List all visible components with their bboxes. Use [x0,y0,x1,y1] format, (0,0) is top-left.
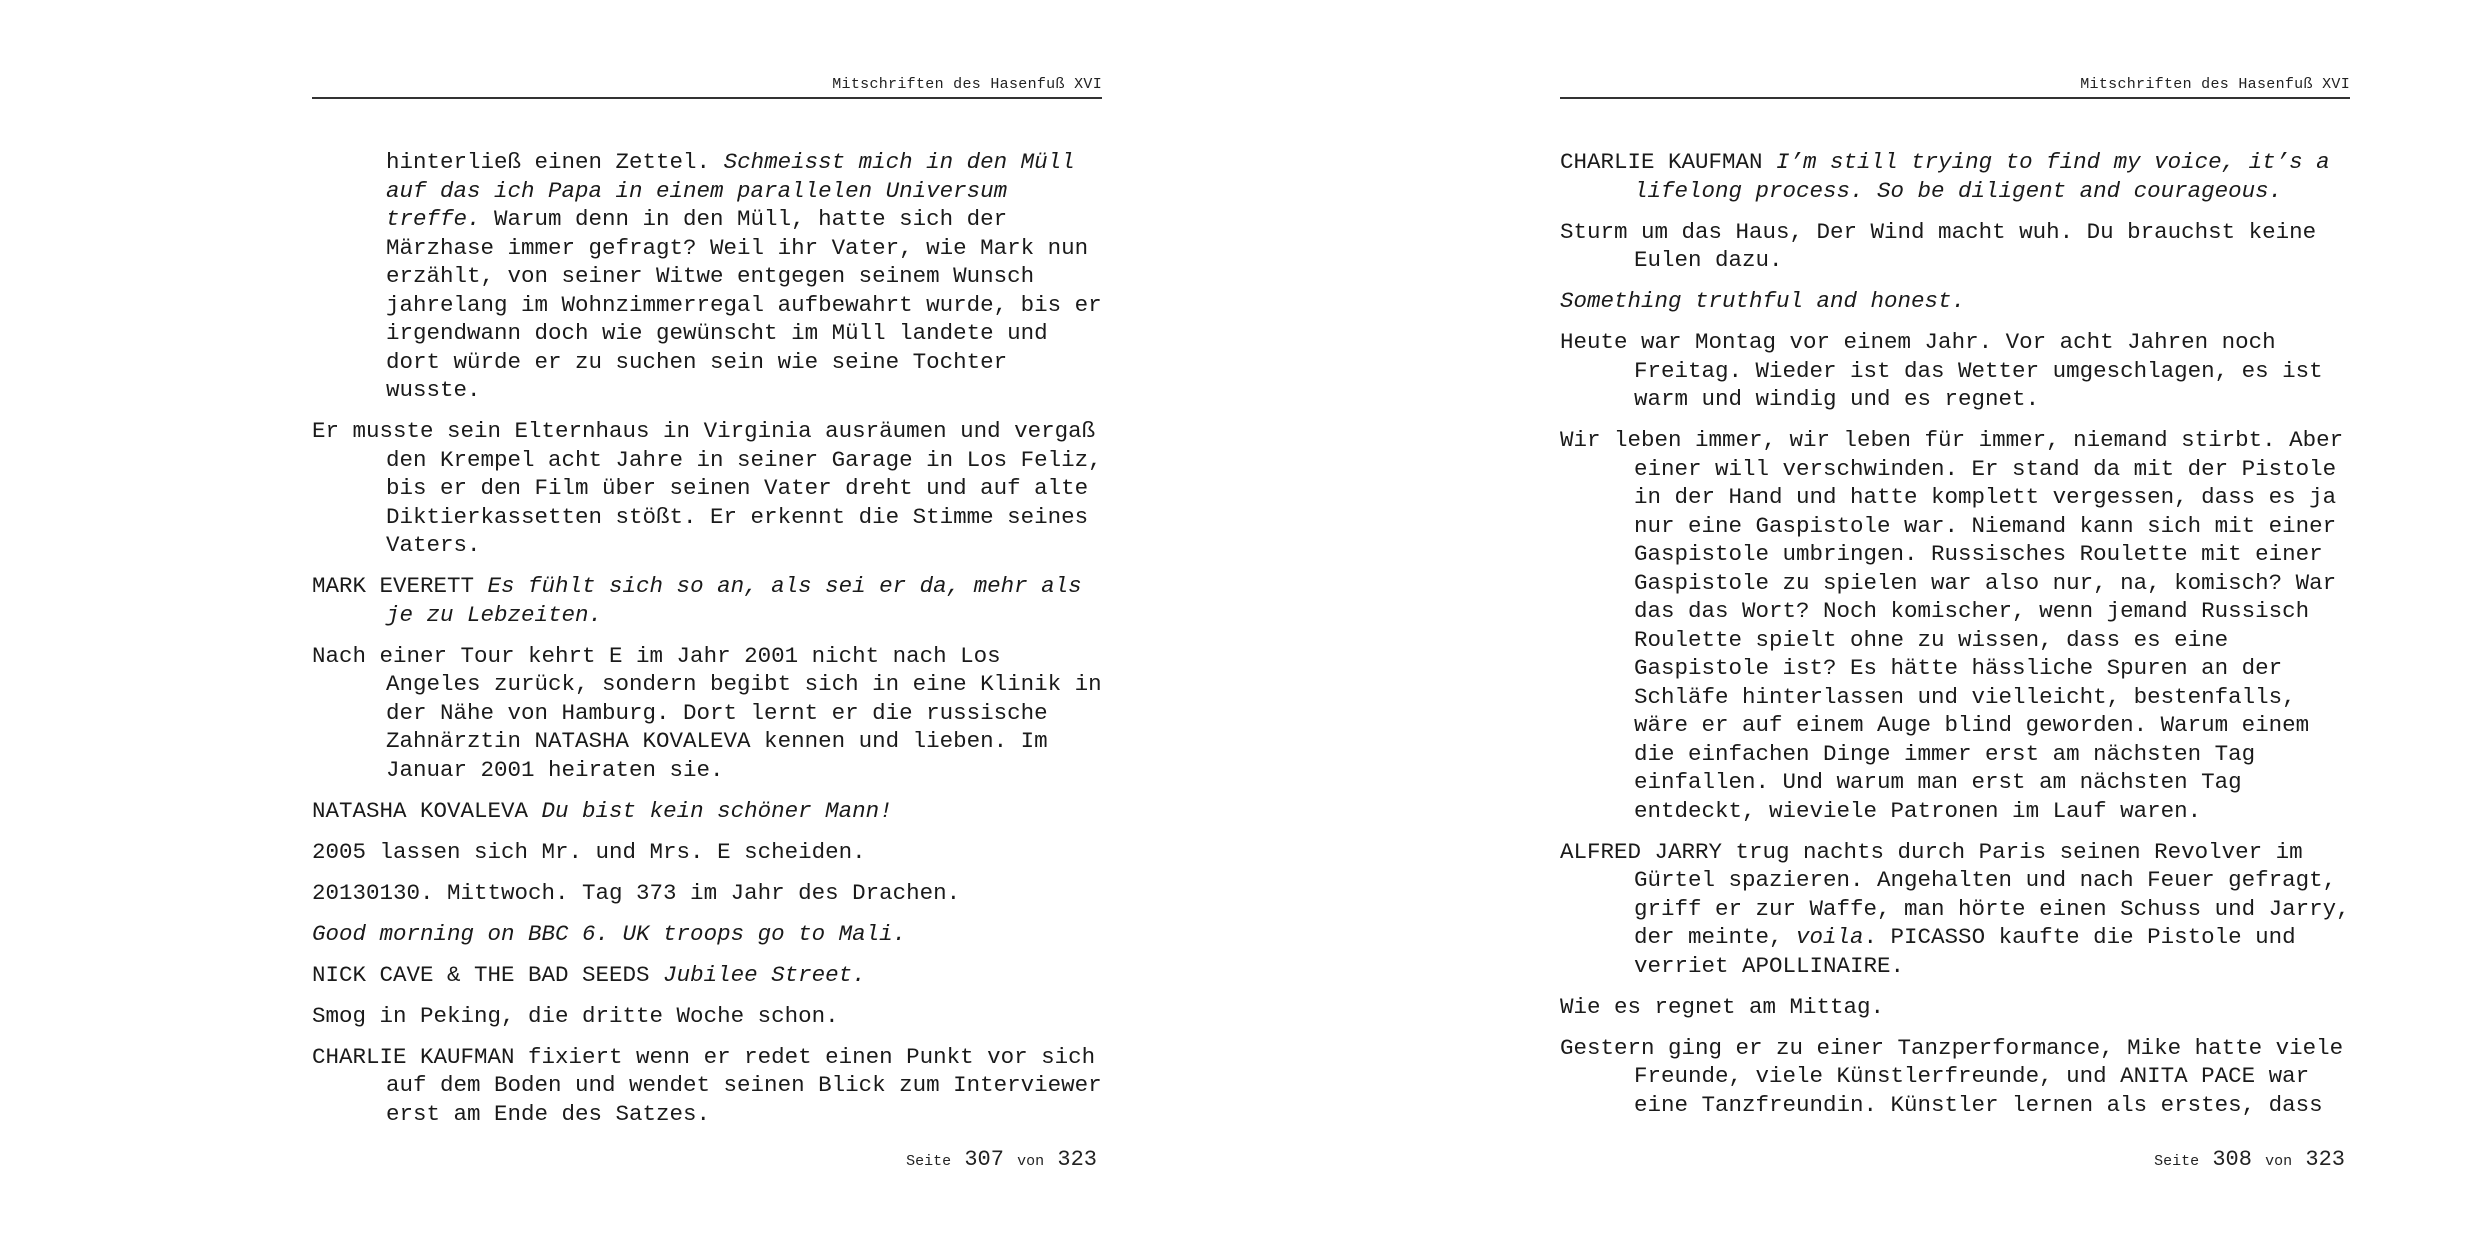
paragraph [312,642,1102,785]
page-footer [1560,1147,2345,1172]
paragraph-text-tail: . PICASSO kaufte die Pistole und verriet APOLLINAIRE. [1634,924,2296,979]
page-body [1560,148,2350,1132]
paragraph-text: 20130130. Mittwoch. Tag 373 im Jahr des Drachen. [312,879,961,906]
paragraph-text: MARK EVERETT [312,573,488,599]
paragraph-text: Wie es regnet am Mittag. [1560,993,1885,1020]
footer-total-pages: 323 [2305,1147,2345,1172]
paragraph [312,417,1102,560]
footer-von-label: von [2265,1153,2293,1170]
paragraph [312,961,1102,990]
paragraph-text: NICK CAVE & THE BAD SEEDS [312,961,664,988]
paragraph-italic: Schmeisst mich in den Müll auf das ich Papa in einem parallelen Universum treffe. [386,149,1075,232]
paragraph-text: Sturm um das Haus, Der Wind macht wuh. Du brauchst keine Eulen dazu. [1560,218,2317,273]
paragraph [1560,218,2350,275]
page-right [1560,0,2350,1240]
page-footer [312,1147,1097,1172]
paragraph-text: Nach einer Tour kehrt E im Jahr 2001 nicht nach Los Angeles zurück, sondern begibt sich in eine Klinik in der Nähe von Hamburg. Dort lernt er die russische Zahnärztin NATASHA KOVALEVA kennen und lieben. Im Januar 2001 heiraten sie. [312,642,1102,783]
footer-total-pages: 323 [1057,1147,1097,1172]
paragraph [312,879,1102,908]
paragraph-italic: I’m still trying to find my voice, it’s a lifelong process. So be diligent and courageous. [1634,149,2330,204]
paragraph-text: Gestern ging er zu einer Tanzperformance, Mike hatte viele Freunde, viele Künstlerfreunde, und ANITA PACE war eine Tanzfreundin. Künstler lernen als erstes, dass [1560,1034,2344,1118]
paragraph-italic: Something truthful and honest. [1560,288,1966,314]
header-rule [1560,97,2350,99]
paragraph-text: 2005 lassen sich Mr. und Mrs. E scheiden. [312,838,866,865]
paragraph [312,838,1102,867]
paragraph [1560,328,2350,414]
paragraph [312,797,1102,826]
paragraph-italic: Good morning on BBC 6. UK troops go to Mali. [312,920,907,947]
paragraph [1560,993,2350,1022]
page-left [312,0,1102,1240]
paragraph [1560,148,2350,205]
footer-von-label: von [1017,1153,1045,1170]
paragraph [312,920,1102,949]
header-rule [312,97,1102,99]
paragraph [1560,287,2350,316]
paragraph-text: ALFRED JARRY trug nachts durch Paris seinen Revolver im Gürtel spazieren. Angehalten und nach Feuer gefragt, griff er zur Waffe, man hörte einen Schuss und Jarry, der meinte, [1560,838,2350,950]
paragraph [312,1043,1102,1129]
paragraph-italic: Du bist kein schöner Mann! [541,797,893,824]
footer-seite-label: Seite [2154,1153,2200,1170]
footer-seite-label: Seite [906,1153,952,1170]
paragraph-text: CHARLIE KAUFMAN [1560,149,1777,175]
paragraph-text: NATASHA KOVALEVA [312,797,542,824]
paragraph-text: Smog in Peking, die dritte Woche schon. [312,1002,839,1029]
page-body [312,148,1102,1141]
running-header: Mitschriften des Hasenfuß XVI [2080,76,2350,93]
paragraph [312,1002,1102,1031]
paragraph-italic: Es fühlt sich so an, als sei er da, mehr als je zu Lebzeiten. [386,573,1082,628]
paragraph-text: CHARLIE KAUFMAN fixiert wenn er redet einen Punkt vor sich auf dem Boden und wendet seinen Blick zum Interviewer erst am Ende des Satzes. [312,1043,1102,1127]
footer-page-number: 308 [2212,1147,2252,1172]
paragraph [312,148,1102,405]
paragraph-italic: Jubilee Street. [663,961,866,988]
paragraph-text: Wir leben immer, wir leben für immer, niemand stirbt. Aber einer will verschwinden. Er stand da mit der Pistole in der Hand und hatte komplett vergessen, dass es ja nur eine Gaspistole war. Niemand kann sich mit einer Gaspistole umbringen. Russisches Roulette mit einer Gaspistole zu spielen war also nur, na, komisch? War das das Wort? Noch komischer, wenn jemand Russisch Roulette spielt ohne zu wissen, dass es eine Gaspistole ist? Es hätte hässliche Spuren an der Schläfe hinterlassen und vielleicht, bestenfalls, wäre er auf einem Auge blind geworden. Warum einem die einfachen Dinge immer erst am nächsten Tag einfallen. Und warum man erst am nächsten Tag entdeckt, wieviele Patronen im Lauf waren. [1560,427,2344,824]
paragraph [1560,838,2350,981]
paragraph-text-tail: Warum denn in den Müll, hatte sich der Märzhase immer gefragt? Weil ihr Vater, wie Mark nun erzählt, von seiner Witwe entgegen seinem Wunsch jahrelang im Wohnzimmerregal aufbewahrt wurde, bis er irgendwann doch wie gewünscht im Müll landete und dort würde er zu suchen sein wie seine Tochter wusste. [386,206,1102,403]
paragraph [1560,1034,2350,1120]
paragraph-text: Heute war Montag vor einem Jahr. Vor acht Jahren noch Freitag. Wieder ist das Wetter umgeschlagen, es ist warm und windig und es regnet. [1560,329,2323,412]
paragraph [312,572,1102,629]
running-header: Mitschriften des Hasenfuß XVI [832,76,1102,93]
paragraph-text: Er musste sein Elternhaus in Virginia ausräumen und vergaß den Krempel acht Jahre in seiner Garage in Los Feliz, bis er den Film über seinen Vater dreht und auf alte Diktierkassetten stößt. Er erkennt die Stimme seines Vaters. [312,418,1102,558]
footer-page-number: 307 [964,1147,1004,1172]
paragraph-italic: voila [1796,924,1864,950]
paragraph-text: hinterließ einen Zettel. [386,149,724,175]
paragraph [1560,426,2350,825]
